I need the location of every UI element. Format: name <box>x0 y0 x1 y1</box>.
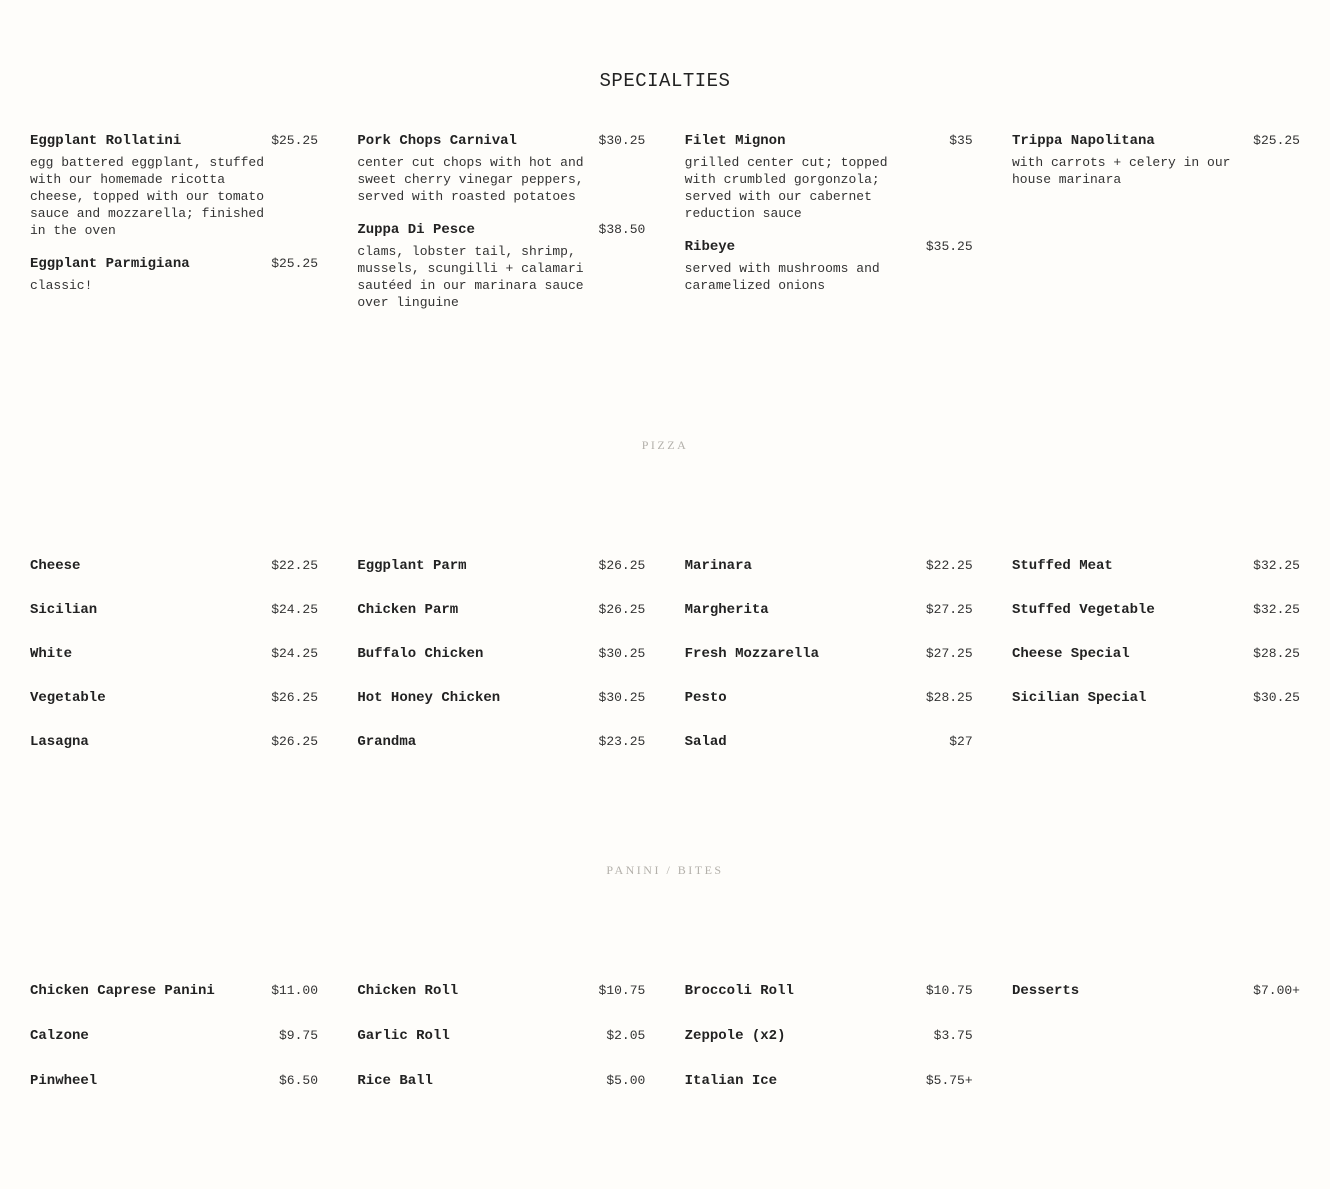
item-price: $11.00 <box>271 983 318 998</box>
menu-item <box>685 238 973 294</box>
item-price: $30.25 <box>598 133 646 148</box>
item-name: Buffalo Chicken <box>357 646 484 662</box>
menu-item <box>30 601 318 619</box>
item-price: $10.75 <box>598 983 646 998</box>
menu-item <box>685 982 973 1000</box>
menu-column <box>1012 557 1300 777</box>
item-price: $24.25 <box>271 646 318 661</box>
item-price: $38.50 <box>598 222 646 237</box>
item-price: $27.25 <box>925 646 973 661</box>
menu-item <box>1012 557 1300 575</box>
menu-item <box>685 645 973 663</box>
item-name: Stuffed Meat <box>1011 558 1113 574</box>
item-name: Chicken Caprese Panini <box>30 983 215 999</box>
menu-item <box>30 557 318 575</box>
item-name: Vegetable <box>30 690 106 706</box>
item-name: Desserts <box>1011 983 1080 999</box>
item-price: $25.25 <box>1253 133 1300 148</box>
item-price: $28.25 <box>1253 646 1300 661</box>
item-name: Broccoli Roll <box>684 983 794 999</box>
item-price: $24.25 <box>271 602 318 617</box>
item-name: Hot Honey Chicken <box>357 690 501 706</box>
item-price: $2.05 <box>606 1028 646 1043</box>
menu-item <box>357 221 645 311</box>
item-name: Grandma <box>357 734 417 750</box>
item-name: Italian Ice <box>684 1073 778 1089</box>
item-description: egg battered eggplant, stuffed with our homemade ricotta cheese, topped with our tomato sauce and mozzarella; finished in the oven <box>30 155 265 238</box>
menu-column <box>357 557 645 777</box>
item-name: Cheese Special <box>1011 646 1130 662</box>
menu-column <box>685 557 973 777</box>
item-description: grilled center cut; topped with crumbled gorgonzola; served with our cabernet reduction sauce <box>684 155 888 221</box>
item-name: Pork Chops Carnival <box>357 133 517 149</box>
menu-item <box>1012 132 1300 188</box>
menu-item <box>30 982 318 1000</box>
menu-column <box>685 132 973 327</box>
menu-item <box>357 982 645 1000</box>
menu-item <box>30 689 318 707</box>
menu-item <box>30 645 318 663</box>
item-price: $7.00+ <box>1253 983 1300 998</box>
panini-grid <box>30 982 1300 1117</box>
item-price: $26.25 <box>598 602 646 617</box>
item-price: $27.25 <box>925 602 973 617</box>
item-name: Rice Ball <box>357 1073 433 1089</box>
item-description: classic! <box>30 278 93 293</box>
menu-item <box>685 132 973 222</box>
menu-item <box>1012 645 1300 663</box>
menu-column <box>685 982 973 1117</box>
item-name: Sicilian Special <box>1011 690 1147 706</box>
item-name: Stuffed Vegetable <box>1011 602 1155 618</box>
menu-item <box>357 733 645 751</box>
item-name: Ribeye <box>684 239 736 255</box>
menu-item <box>685 557 973 575</box>
item-description: clams, lobster tail, shrimp, mussels, scungilli + calamari sautéed in our marinara sauce over linguine <box>357 244 584 310</box>
specialties-grid <box>30 132 1300 327</box>
item-price: $30.25 <box>598 690 646 705</box>
menu-item <box>357 1072 645 1090</box>
item-name: Pinwheel <box>30 1073 98 1089</box>
menu-item <box>685 601 973 619</box>
item-price: $26.25 <box>271 690 318 705</box>
item-name: Margherita <box>684 602 769 618</box>
item-price: $25.25 <box>271 133 318 148</box>
menu-column <box>1012 982 1300 1117</box>
menu-item <box>357 645 645 663</box>
menu-item <box>30 733 318 751</box>
menu-item <box>1012 982 1300 1000</box>
item-price: $22.25 <box>271 558 318 573</box>
item-description: center cut chops with hot and sweet cherry vinegar peppers, served with roasted potatoes <box>357 155 584 204</box>
item-name: Trippa Napolitana <box>1011 133 1155 149</box>
menu-column <box>30 132 318 327</box>
item-name: Pesto <box>684 690 727 706</box>
item-description: with carrots + celery in our house marinara <box>1011 155 1231 187</box>
section-title-panini-bites: PANINI / BITES <box>606 863 724 877</box>
item-name: Marinara <box>684 558 752 574</box>
item-price: $22.25 <box>925 558 973 573</box>
item-price: $32.25 <box>1253 558 1300 573</box>
pizza-grid <box>30 557 1300 777</box>
item-description: served with mushrooms and caramelized onions <box>684 261 880 293</box>
menu-column <box>30 557 318 777</box>
item-name: Chicken Parm <box>357 602 459 618</box>
item-price: $10.75 <box>925 983 973 998</box>
item-price: $26.25 <box>598 558 646 573</box>
item-price: $32.25 <box>1253 602 1300 617</box>
item-price: $35 <box>949 133 973 148</box>
item-price: $26.25 <box>271 734 318 749</box>
menu-item <box>1012 689 1300 707</box>
item-price: $6.50 <box>278 1073 318 1088</box>
menu-item <box>357 132 645 205</box>
item-name: Lasagna <box>30 734 89 750</box>
menu-item <box>30 132 318 239</box>
menu-item <box>685 689 973 707</box>
section-title-pizza: PIZZA <box>641 438 689 452</box>
item-price: $30.25 <box>598 646 646 661</box>
item-price: $27 <box>949 734 973 749</box>
section-title-specialties: SPECIALTIES <box>599 70 731 92</box>
menu-item <box>357 689 645 707</box>
menu-column <box>30 982 318 1117</box>
item-name: Eggplant Rollatini <box>30 133 182 149</box>
menu-item <box>357 557 645 575</box>
menu-item <box>30 1072 318 1090</box>
menu-column <box>1012 132 1300 327</box>
menu-column <box>357 982 645 1117</box>
item-name: Cheese <box>30 558 81 574</box>
item-name: Eggplant Parmigiana <box>30 256 190 272</box>
item-price: $5.00 <box>606 1073 646 1088</box>
menu-item <box>357 601 645 619</box>
menu-item <box>30 1027 318 1045</box>
item-name: Sicilian <box>30 602 98 618</box>
item-name: Fresh Mozzarella <box>684 646 820 662</box>
menu-item <box>685 1072 973 1090</box>
item-name: Filet Mignon <box>684 133 786 149</box>
menu-column <box>357 132 645 327</box>
item-price: $30.25 <box>1253 690 1300 705</box>
menu-item <box>685 1027 973 1045</box>
item-name: White <box>30 646 73 662</box>
item-price: $23.25 <box>598 734 646 749</box>
menu-item <box>357 1027 645 1045</box>
item-price: $28.25 <box>925 690 973 705</box>
menu-item <box>30 255 318 294</box>
item-price: $25.25 <box>271 256 318 271</box>
item-name: Chicken Roll <box>357 983 459 999</box>
menu-item <box>1012 601 1300 619</box>
item-name: Salad <box>684 734 727 750</box>
item-price: $9.75 <box>278 1028 318 1043</box>
item-price: $35.25 <box>925 239 973 254</box>
item-name: Zuppa Di Pesce <box>357 222 475 238</box>
item-name: Garlic Roll <box>357 1028 450 1044</box>
item-name: Calzone <box>30 1028 89 1044</box>
menu-item <box>685 733 973 751</box>
item-price: $5.75+ <box>925 1073 973 1088</box>
item-name: Eggplant Parm <box>357 558 467 574</box>
item-name: Zeppole (x2) <box>684 1028 786 1044</box>
item-price: $3.75 <box>933 1028 973 1043</box>
